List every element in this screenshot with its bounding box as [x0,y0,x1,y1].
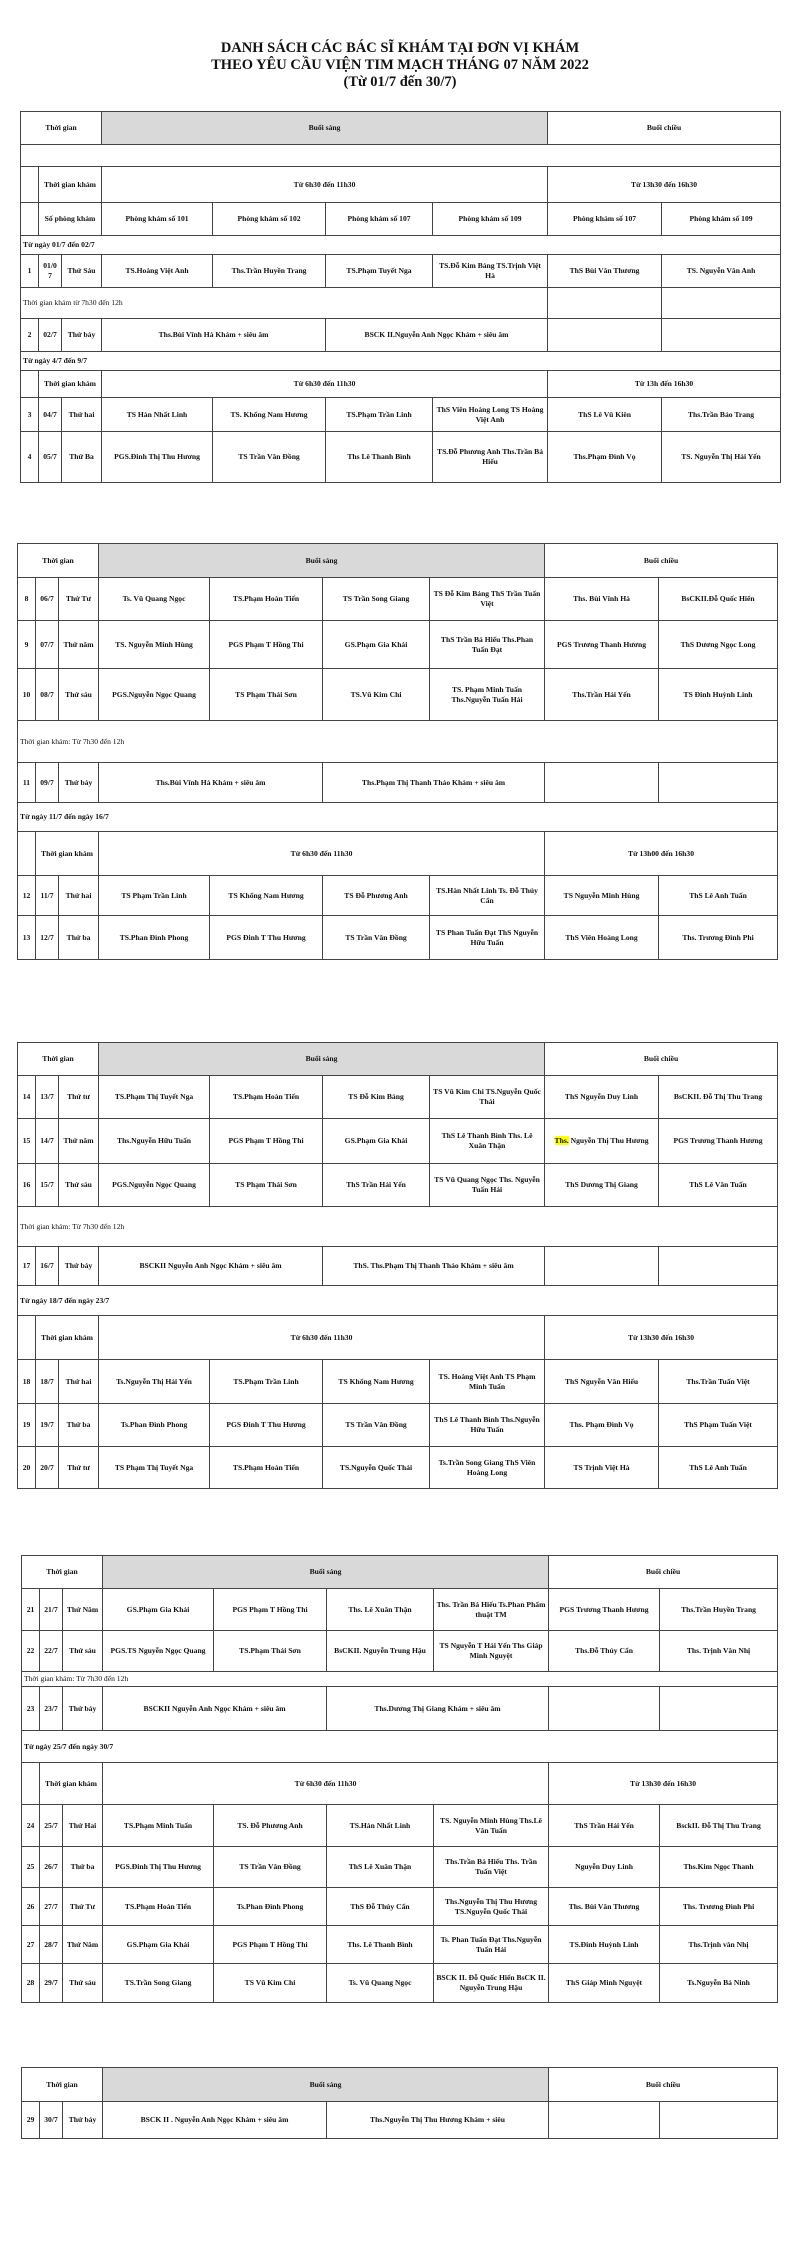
section-heading: Từ ngày 4/7 đến 9/7 [21,352,781,371]
table-row: 1 01/0 7 Thứ Sáu TS.Hoàng Việt Anh Ths.Trần Huyền Trang TS.Phạm Tuyết Nga TS.Đỗ Kim Bảng TS.Trịnh Việt Hà ThS Bùi Văn Thương TS. Nguyễn Văn Anh [21,255,781,288]
table-row: 21 21/7 Thứ Năm GS.Phạm Gia Khải PGS Phạm T Hồng Thi Ths. Lê Xuân Thận Ths. Trần Bá Hiếu Ts.Phan Phẩm thuật TM PGS Trương Thanh Hương Ths.Trần Huyền Trang [22,1589,778,1631]
afternoon-shift: Từ 13h00 đến 16h30 [545,832,778,876]
table-row: 15 14/7 Thứ năm Ths.Nguyễn Hữu Tuấn PGS Phạm T Hồng Thi GS.Phạm Gia Khải ThS Lê Thanh Bình Ths. Lê Xuân Thận Ths. Nguyễn Thị Thu Hương PGS Trương Thanh Hương [18,1119,778,1164]
table-row: 22 22/7 Thứ sáu PGS.TS Nguyễn Ngọc Quang TS.Phạm Thái Sơn BsCKII. Nguyễn Trung Hậu TS Nguyễn T Hải Yến Ths Giáp Minh Nguyệt Ths.Đỗ Thúy Cẩn Ths. Trịnh Văn Nhị [22,1631,778,1672]
table-row: 13 12/7 Thứ ba TS.Phan Đình Phong PGS Đinh T Thu Hương TS Trần Văn Đồng TS Phan Tuấn Đạt ThS Nguyễn Hữu Tuấn ThS Viên Hoàng Long Ths. Trương Đình Phi [18,916,778,960]
title-line-2: THEO YÊU CẦU VIỆN TIM MẠCH THÁNG 07 NĂM 2022 [211,57,589,73]
time-header: Thời gian [21,112,102,145]
table-row: 24 25/7 Thứ Hai TS.Phạm Minh Tuấn TS. Đỗ Phương Anh TS.Hàn Nhất Linh TS. Nguyễn Minh Hùng Ths.Lê Văn Tuấn ThS Trần Hải Yến BsckII. Đỗ Thị Thu Trang [22,1805,778,1847]
time-header: Thời gian [22,2068,103,2102]
schedule-table-3 [17,1042,778,1489]
morning-shift: Từ 6h30 đến 11h30 [102,167,548,203]
table-row: 10 08/7 Thứ sáu PGS.Nguyễn Ngọc Quang TS Phạm Thái Sơn TS.Vũ Kim Chi TS. Phạm Minh Tuấn Ths.Nguyễn Tuấn Hải Ths.Trần Hải Yến TS Đinh Huỳnh Linh [18,669,778,721]
title-line-1: DANH SÁCH CÁC BÁC SĨ KHÁM TẠI ĐƠN VỊ KHÁM [220,40,580,56]
table-row: 9 07/7 Thứ năm TS. Nguyễn Minh Hùng PGS Phạm T Hồng Thi GS.Phạm Gia Khải ThS Trần Bá Hiếu Ths.Phan Tuấn Đạt PGS Trương Thanh Hương ThS Dương Ngọc Long [18,621,778,669]
afternoon-header: Buổi chiều [549,2068,778,2102]
shift-label: Thời gian khám [40,1763,103,1805]
afternoon-shift: Từ 13h30 đến 16h30 [548,167,781,203]
table-row: 8 06/7 Thứ Tư Ts. Vũ Quang Ngọc TS.Phạm Hoàn Tiến TS Trần Song Giang TS Đỗ Kim Bảng ThS Trần Tuấn Việt Ths. Bùi Vĩnh Hà BsCKII.Đỗ Quốc Hiển [18,578,778,621]
morning-header: Buổi sáng [99,544,545,578]
table-row: 19 19/7 Thứ ba Ts.Phan Đình Phong PGS Đinh T Thu Hương TS Trần Văn Đồng ThS Lê Thanh Bình Ths.Nguyễn Hữu Tuấn Ths. Phạm Đình Vọ ThS Phạm Tuấn Việt [18,1404,778,1447]
shift-label: Thời gian khám [39,371,102,398]
table-row: 16 15/7 Thứ sáu PGS.Nguyễn Ngọc Quang TS Phạm Thái Sơn ThS Trần Hải Yến TS Vũ Quang Ngọc Ths. Nguyễn Tuấn Hải ThS Dương Thị Giang ThS Lê Văn Tuấn [18,1164,778,1207]
table-row: 27 28/7 Thứ Năm GS.Phạm Gia Khải PGS Phạm T Hồng Thi Ths. Lê Thanh Bình Ts. Phan Tuấn Đạt Ths.Nguyễn Tuấn Hải TS.Đinh Huỳnh Linh Ths.Trịnh văn Nhị [22,1926,778,1964]
morning-header: Buổi sáng [99,1043,545,1076]
table-row: 17 16/7 Thứ bảy BSCKII Nguyễn Anh Ngọc Khám + siêu âm ThS. Ths.Phạm Thị Thanh Thảo Khám + siêu âm [18,1247,778,1286]
spacer-row [21,145,781,167]
table-row: 29 30/7 Thứ bảy BSCK II . Nguyễn Anh Ngọc Khám + siêu âm Ths.Nguyễn Thị Thu Hương Khám + siêu [22,2102,778,2139]
room-afternoon-109: Phòng khám số 109 [662,203,781,236]
room-107: Phòng khám số 107 [326,203,433,236]
saturday-note: Thời gian khám: Từ 7h30 đến 12h [22,1672,778,1687]
morning-shift: Từ 6h30 đến 11h30 [103,1763,549,1805]
room-101: Phòng khám số 101 [102,203,213,236]
document-title [0,40,800,91]
saturday-note: Thời gian khám từ 7h30 đến 12h [21,288,548,319]
afternoon-header: Buổi chiều [545,544,778,578]
table-row: 3 04/7 Thứ hai TS Hàn Nhất Linh TS. Khổng Nam Hương TS.Phạm Trần Linh ThS Viên Hoàng Long TS Hoàng Việt Anh ThS Lê Vũ Kiên Ths.Trần Bảo Trang [21,398,781,432]
section-heading: Từ ngày 01/7 đến 02/7 [21,236,781,255]
morning-header: Buổi sáng [102,112,548,145]
shift-label: Thời gian khám [39,167,102,203]
rooms-label: Số phòng khám [39,203,102,236]
shift-label: Thời gian khám [36,832,99,876]
schedule-table-4 [21,1555,778,2003]
highlighted-text: Ths. [554,1136,569,1145]
table-row: 26 27/7 Thứ Tư TS.Phạm Hoàn Tiến Ts.Phan Đình Phong ThS Đỗ Thúy Cẩn Ths.Nguyễn Thị Thu Hương TS.Nguyễn Quốc Thái Ths. Bùi Văn Thương Ths. Trương Đình Phi [22,1888,778,1926]
table-row: 18 18/7 Thứ hai Ts.Nguyễn Thị Hải Yến TS.Phạm Trần Linh TS Khổng Nam Hương TS. Hoàng Việt Anh TS Phạm Minh Tuấn ThS Nguyễn Văn Hiếu Ths.Trần Tuấn Việt [18,1360,778,1404]
table-row: 23 23/7 Thứ bảy BSCKII Nguyễn Anh Ngọc Khám + siêu âm Ths.Dương Thị Giang Khám + siêu âm [22,1687,778,1731]
room-102: Phòng khám số 102 [213,203,326,236]
afternoon-shift: Từ 13h đến 16h30 [548,371,781,398]
shift-label: Thời gian khám [36,1316,99,1360]
saturday-note: Thời gian khám: Từ 7h30 đến 12h [18,721,778,763]
table-row: 11 09/7 Thứ bảy Ths.Bùi Vĩnh Hà Khám + siêu âm Ths.Phạm Thị Thanh Thảo Khám + siêu âm [18,763,778,803]
schedule-table-1 [20,111,781,483]
schedule-table-2 [17,543,778,960]
time-header: Thời gian [22,1556,103,1589]
room-afternoon-107: Phòng khám số 107 [548,203,662,236]
section-heading: Từ ngày 25/7 đến ngày 30/7 [22,1731,778,1763]
afternoon-header: Buổi chiều [549,1556,778,1589]
time-header: Thời gian [18,544,99,578]
morning-shift: Từ 6h30 đến 11h30 [99,1316,545,1360]
afternoon-header: Buổi chiều [545,1043,778,1076]
table-row: 14 13/7 Thứ tư TS.Phạm Thị Tuyết Nga TS.Phạm Hoàn Tiến TS Đỗ Kim Bảng TS Vũ Kim Chi TS.Nguyễn Quốc Thái ThS Nguyễn Duy Linh BsCKII. Đỗ Thị Thu Trang [18,1076,778,1119]
title-line-3: (Từ 01/7 đến 30/7) [343,74,457,90]
section-heading: Từ ngày 18/7 đến ngày 23/7 [18,1286,778,1316]
room-109: Phòng khám số 109 [433,203,548,236]
morning-header: Buổi sáng [103,2068,549,2102]
morning-shift: Từ 6h30 đến 11h30 [102,371,548,398]
afternoon-shift: Từ 13h30 đến 16h30 [545,1316,778,1360]
table-row: 12 11/7 Thứ hai TS Phạm Trần Linh TS Khổng Nam Hương TS Đỗ Phương Anh TS.Hàn Nhất Linh Ts. Đỗ Thúy Cẩn TS Nguyễn Minh Hùng ThS Lê Anh Tuấn [18,876,778,916]
saturday-note: Thời gian khám: Từ 7h30 đến 12h [18,1207,778,1247]
table-row: 25 26/7 Thứ ba PGS.Đinh Thị Thu Hương TS Trần Văn Đồng ThS Lê Xuân Thận Ths.Trần Bá Hiếu Ths. Trần Tuấn Việt Nguyễn Duy Linh Ths.Kim Ngọc Thanh [22,1847,778,1888]
table-row: 4 05/7 Thứ Ba PGS.Đinh Thị Thu Hương TS Trần Văn Đồng Ths Lê Thanh Bình TS.Đỗ Phương Anh Ths.Trần Bá Hiếu Ths.Phạm Đình Vọ TS. Nguyễn Thị Hải Yến [21,432,781,483]
morning-shift: Từ 6h30 đến 11h30 [99,832,545,876]
table-row: 2 02/7 Thứ bảy Ths.Bùi Vĩnh Hà Khám + siêu âm BSCK II.Nguyễn Anh Ngọc Khám + siêu âm [21,319,781,352]
section-heading: Từ ngày 11/7 đến ngày 16/7 [18,803,778,832]
time-header: Thời gian [18,1043,99,1076]
table-row: 20 20/7 Thứ tư TS Phạm Thị Tuyết Nga TS.Phạm Hoàn Tiến TS.Nguyễn Quốc Thái Ts.Trần Song Giang ThS Viên Hoàng Long TS Trịnh Việt Hà ThS Lê Anh Tuấn [18,1447,778,1489]
table-row: 28 29/7 Thứ sáu TS.Trần Song Giang TS Vũ Kim Chi Ts. Vũ Quang Ngọc BSCK II. Đỗ Quốc Hiển BsCK II. Nguyễn Trung Hậu ThS Giáp Minh Nguyệt Ts.Nguyễn Bá Ninh [22,1964,778,2003]
morning-header: Buổi sáng [103,1556,549,1589]
schedule-table-5 [21,2067,778,2139]
afternoon-shift: Từ 13h30 đến 16h30 [549,1763,778,1805]
afternoon-header: Buổi chiều [548,112,781,145]
